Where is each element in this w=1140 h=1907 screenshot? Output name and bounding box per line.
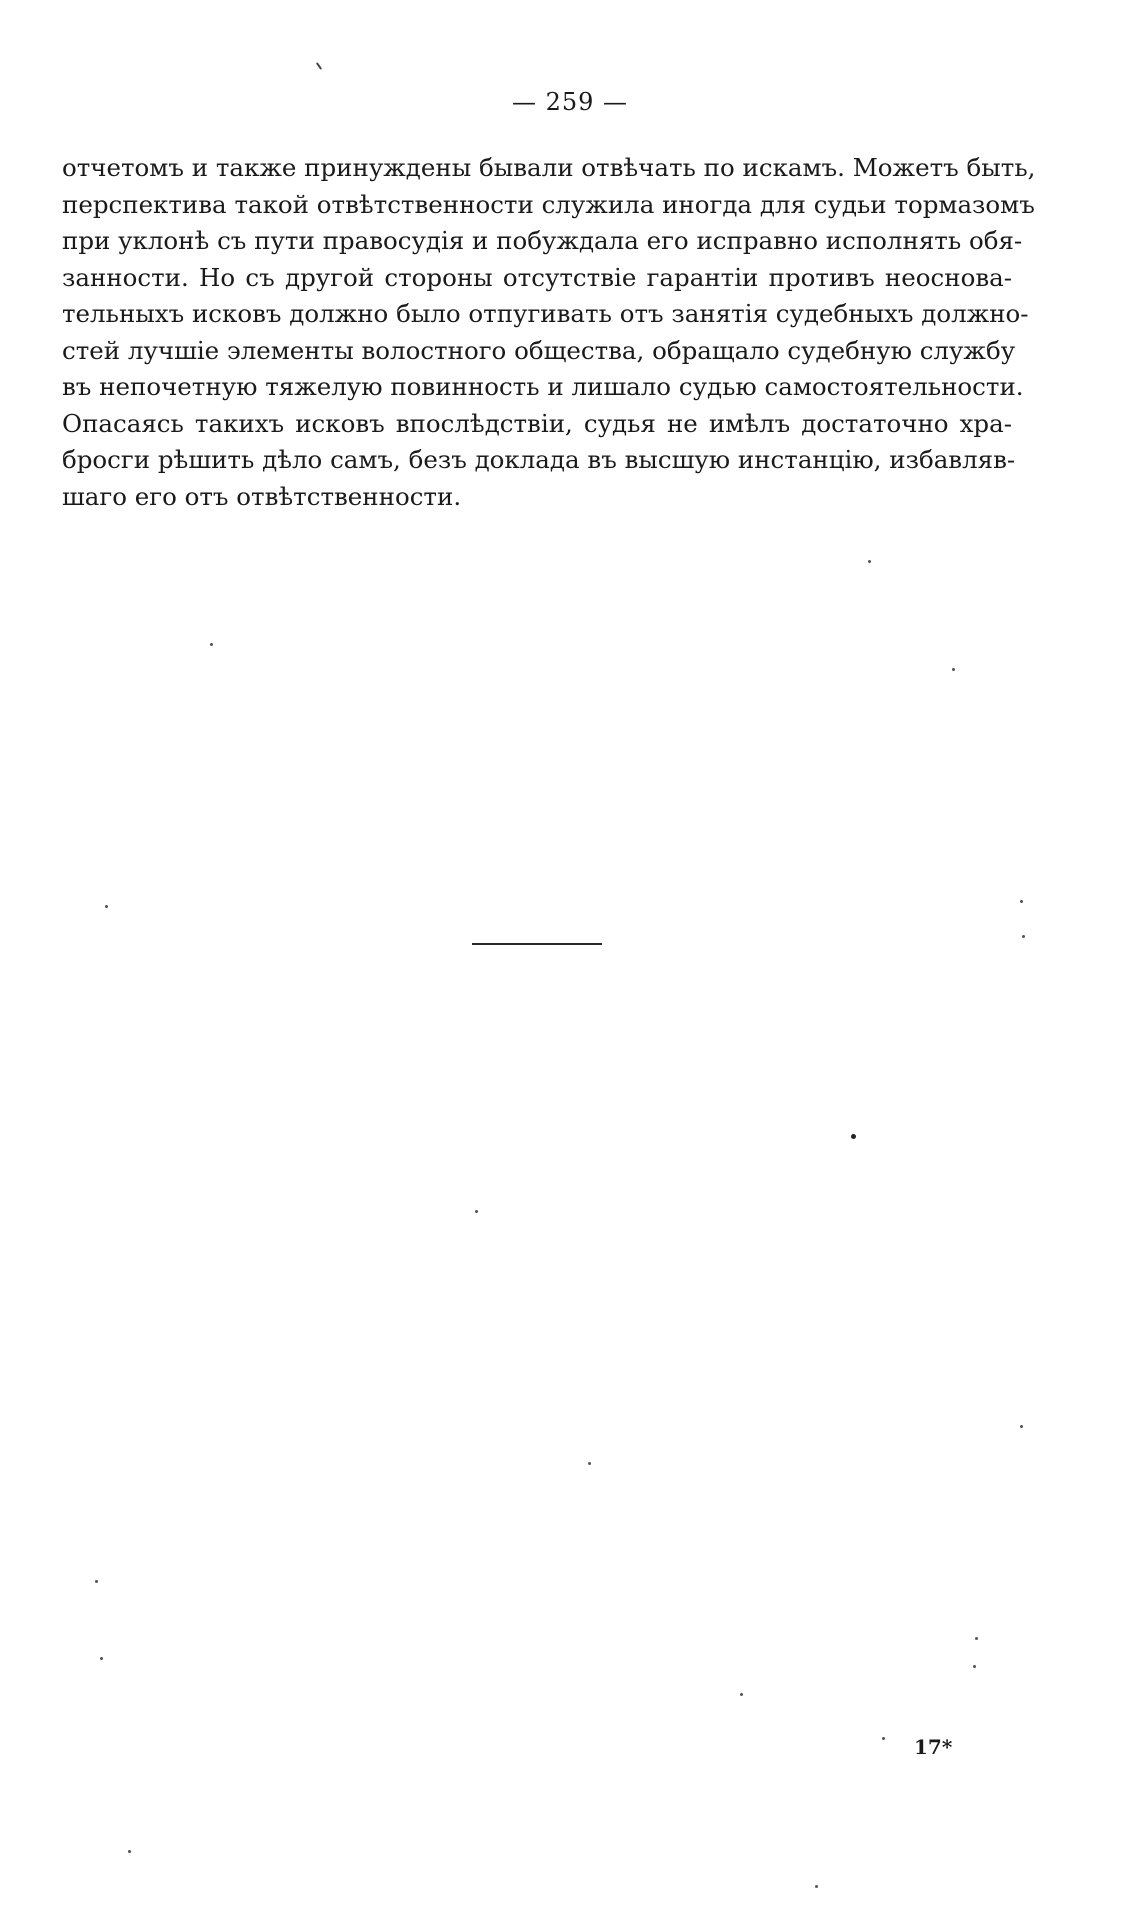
text-line: Опасаясь такихъ исковъ впослѣдствіи, судья не имѣлъ достаточно хра- <box>62 408 1012 438</box>
text-line: при уклонѣ съ пути правосудія и побуждала его исправно исполнять обя- <box>62 226 1023 255</box>
text-line: тельныхъ исковъ должно было отпугивать отъ занятія судебныхъ должно- <box>62 299 1029 328</box>
scan-speck <box>588 1462 591 1465</box>
body-paragraph <box>62 150 1036 515</box>
scan-speck <box>475 1210 478 1213</box>
text-line: стей лучшіе элементы волостного общества, обращало судебную службу <box>62 335 1016 365</box>
scan-speck <box>95 1580 98 1583</box>
scan-speck <box>128 1850 131 1853</box>
section-divider <box>472 943 602 945</box>
scan-speck <box>100 1657 103 1660</box>
scan-speck <box>952 668 955 671</box>
scan-speck <box>975 1637 978 1640</box>
scan-speck <box>1020 900 1023 903</box>
scan-speck <box>105 905 108 908</box>
text-line: перспектива такой отвѣтственности служила иногда для судьи тормазомъ <box>62 189 1035 219</box>
scan-speck <box>210 643 213 646</box>
scan-speck <box>1020 1425 1023 1428</box>
scan-speck <box>882 1737 885 1740</box>
scan-speck <box>851 1134 856 1139</box>
text-line: шаго его отъ отвѣтственности. <box>62 481 462 511</box>
scan-speck <box>316 62 322 70</box>
text-line: занности. Но съ другой стороны отсутствіе гарантіи противъ неоснова- <box>62 262 1012 292</box>
text-line: бросги рѣшить дѣло самъ, безъ доклада въ высшую инстанцію, избавляв- <box>62 445 1016 474</box>
scan-speck <box>1022 935 1025 938</box>
scan-speck <box>815 1885 818 1888</box>
scan-speck <box>868 560 871 563</box>
scan-speck <box>973 1665 976 1668</box>
text-line: въ непочетную тяжелую повинность и лишало судью самостоятельности. <box>62 372 1024 401</box>
signature-mark: 17* <box>914 1735 953 1759</box>
text-line: отчетомъ и также принуждены бывали отвѣчать по искамъ. Можетъ быть, <box>62 153 1036 182</box>
page-number: — 259 — <box>511 88 629 116</box>
scan-speck <box>740 1693 743 1696</box>
